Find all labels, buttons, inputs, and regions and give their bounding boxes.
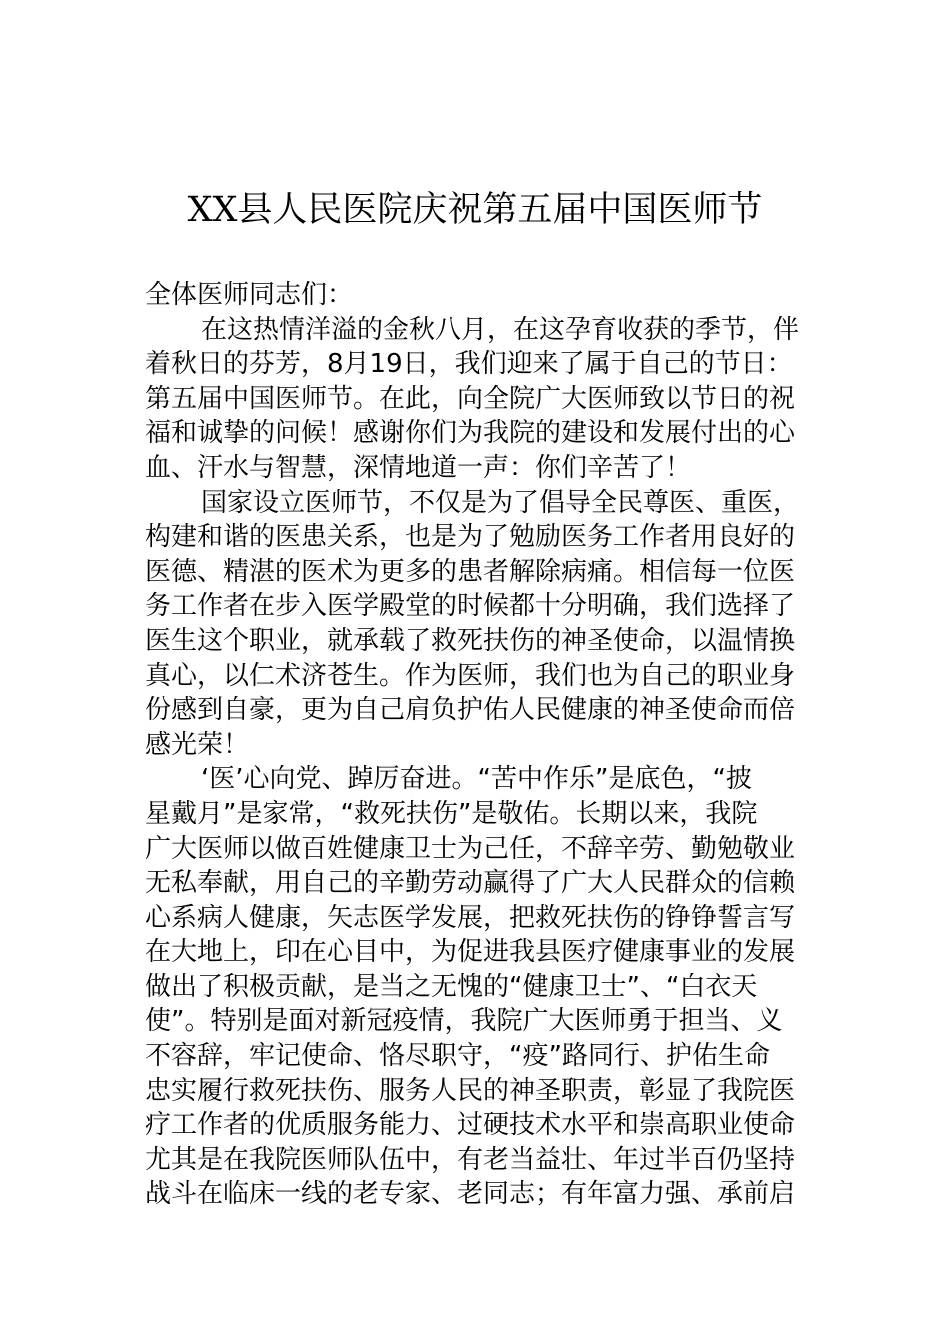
paragraph-line: 在这热情洋溢的金秋八月，在这孕育收获的季节，伴 <box>201 314 800 345</box>
paragraph-line: 战斗在临床一线的老专家、老同志；有年富力强、承前启 <box>145 1179 796 1210</box>
paragraph-line: 疗工作者的优质服务能力、过硬技术水平和崇高职业使命 <box>145 1110 796 1141</box>
paragraph-line: 医德、精湛的医术为更多的患者解除病痛。相信每一位医 <box>145 556 796 587</box>
paragraph-line: 血、汗水与智慧，深情地道一声：你们辛苦了！ <box>145 452 692 483</box>
paragraph-line: 星戴月”是家常，“救死扶伤”是敬佑。长期以来，我院 <box>145 798 758 829</box>
paragraph-line: 无私奉献，用自己的辛勤劳动赢得了广大人民群众的信赖 <box>145 868 796 899</box>
paragraph-line: 尤其是在我院医师队伍中，有老当益壮、年过半百仍坚持 <box>145 1144 796 1175</box>
paragraph-line: 构建和谐的医患关系，也是为了勉励医务工作者用良好的 <box>145 522 796 553</box>
paragraph-line: 真心，以仁术济苍生。作为医师，我们也为自己的职业身 <box>145 660 796 691</box>
paragraph-line: 感光荣！ <box>145 729 250 760</box>
document-body <box>145 278 813 1212</box>
paragraph-line: 国家设立医师节，不仅是为了倡导全民尊医、重医， <box>201 487 800 518</box>
salutation: 全体医师同志们： <box>145 280 354 310</box>
paragraph-line: 心系病人健康，矢志医学发展，把救死扶伤的铮铮誓言写 <box>145 902 796 933</box>
paragraph-line: 着秋日的芬芳，8月19日，我们迎来了属于自己的节日： <box>145 349 793 380</box>
paragraph-line: 务工作者在步入医学殿堂的时候都十分明确，我们选择了 <box>145 591 796 622</box>
paragraph-line: 做出了积极贡献，是当之无愧的“健康卫士”、“白衣天 <box>145 971 758 1002</box>
paragraph-line: 福和诚挚的问候！感谢你们为我院的建设和发展付出的心 <box>145 418 796 449</box>
paragraph-line: 第五届中国医师节。在此，向全院广大医师致以节日的祝 <box>145 383 796 414</box>
paragraph-line: 医生这个职业，就承载了救死扶伤的神圣使命，以温情换 <box>145 625 796 656</box>
document-title: XX县人民医院庆祝第五届中国医师节 <box>187 190 763 230</box>
paragraph-line: 使”。特别是面对新冠疫情，我院广大医师勇于担当、义 <box>145 1006 783 1037</box>
paragraph-line: 忠实履行救死扶伤、服务人民的神圣职责，彰显了我院医 <box>145 1075 796 1106</box>
paragraph-line: 广大医师以做百姓健康卫士为己任，不辞辛劳、勤勉敬业 <box>145 833 796 864</box>
paragraph-line: 在大地上，印在心目中，为促进我县医疗健康事业的发展 <box>145 937 796 968</box>
paragraph-line: ‘医’心向党、踔厉奋进。“苦中作乐”是底色，“披 <box>201 764 752 795</box>
paragraph-line: 不容辞，牢记使命、恪尽职守，“疫”路同行、护佑生命 <box>145 1041 770 1072</box>
paragraph-line: 份感到自豪，更为自己肩负护佑人民健康的神圣使命而倍 <box>145 695 796 726</box>
